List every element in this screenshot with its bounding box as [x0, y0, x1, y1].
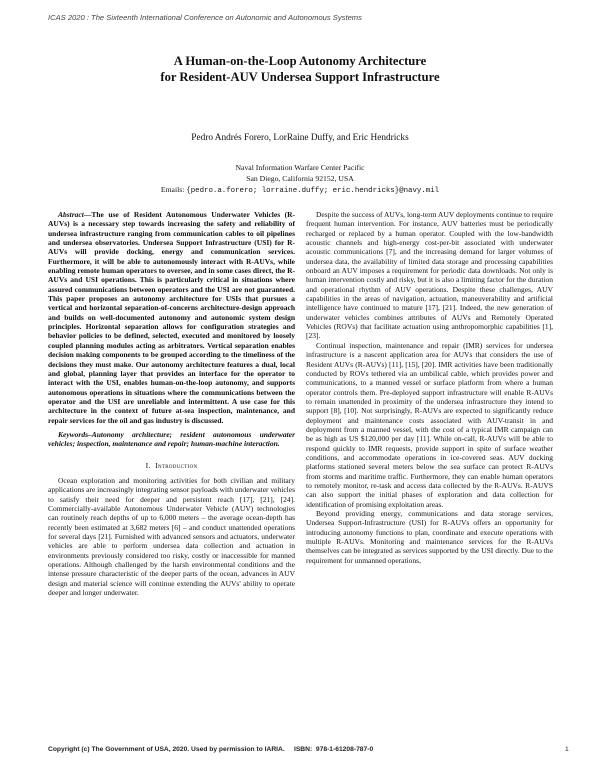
emails-prefix: Emails: — [160, 185, 187, 194]
section-title: Introduction — [155, 460, 198, 470]
authors: Pedro Andrés Forero, LorRaine Duffy, and Eric Hendricks — [191, 133, 409, 143]
abstract — [48, 210, 295, 425]
section-number: I. — [145, 460, 151, 470]
intro-paragraph-2: Despite the success of AUVs, long-term AUV deployments continue to require frequent human intervention. For instance, AUV batteries must be periodically recharged or replaced by a human operator. Coupled with the low-bandwidth acoustic channels and high-energy cost-per-bit associated with underwater acoustic communications [7], and the increasing demand for larger volumes of undersea data, the availability of limited data storage and processing capabilities onboard an AUV imposes a requirement for periodic data downloads. Not only is human intervention costly and risky, but it is also a limiting factor for the duration and operational rhythm of AUV operations. Despite these challenges, AUV capabilities in the areas of navigation, actuation, maneuverability and artificial intelligence have continued to mature [17], [21]. Indeed, the new generation of underwater vehicles combines attributes of AUVs and Remotely Operated Vehicles (ROVs) that facilitate actuation using anthropomorphic capabilities [1], [23]. — [306, 210, 553, 341]
title-line-2: for Resident-AUV Undersea Support Infrastructure — [160, 70, 440, 84]
abstract-lead: Abstract — [58, 210, 84, 219]
right-column — [306, 210, 553, 565]
left-column — [48, 210, 295, 597]
copyright-line: Copyright (c) The Government of USA, 2020. Used by permission to IARIA. ISBN: 978-1-61208-787-0 — [48, 746, 374, 753]
keywords: Keywords–Autonomy architecture; resident autonomous underwater vehicles; inspection, maintenance and repair; human-machine interaction. — [48, 429, 295, 449]
page-footer — [48, 746, 568, 753]
affiliation-city: San Diego, California 92152, USA — [246, 174, 354, 183]
page-number: 1 — [565, 746, 569, 753]
affiliation — [0, 162, 600, 197]
conference-header: ICAS 2020 : The Sixteenth International Conference on Autonomic and Autonomous Systems — [48, 13, 362, 22]
abstract-text: —The use of Resident Autonomous Underwater Vehicles (R-AUVs) is a necessary step towards increasing the safety and reliability of undersea infrastructure ranging from communication cables to oil pipelines and undersea observatories. Undersea Support Infrastructure (USI) for R-AUVs will provide docking, energy and communication services. Furthermore, it will be able to autonomously interact with R-AUVs, while enabling remote human operators to oversee, and in some cases direct, the R-AUVs and USI operations. This is particularly critical in situations where assured communications between operators and the USI are not guaranteed. This paper proposes an autonomy architecture for USIs that pursues a vertical and horizontal separation-of-concerns architecture-design approach and builds on well-documented autonomy and autonomic system design principles. Horizontal separation allows for configuration strategies and behavior policies to be defined, selected, executed and monitored by loosely coupled planning modules acting as arbitrators. Vertical separation enables decision making components to be grouped according to the timeliness of the decisions they must make. Our autonomy architecture features a dual, local and global, planning layer that provides an interface for the operator to interact with the USI, enables human-on-the-loop autonomy, and supports autonomous operations in situations where the communications between the operator and the USI are unreliable and intermittent. A use case for this architecture in the context of future at-sea inspection, maintenance, and repair services for the oil and gas industry is discussed. — [48, 210, 295, 425]
paper-title — [0, 53, 600, 85]
intro-paragraph-3: Continual inspection, maintenance and repair (IMR) services for undersea infrastructure is a nascent application area for AUVs that considers the use of Resident AUVs (R-AUVs) [11], [15], [20]. IMR activities have been traditionally conducted by ROVs tethered via an umbilical cable, which provides power and communications, to a manned vessel or surface platform from where a human operator controls them. Pre-deployed support infrastructure will enable R-AUVs to remain unattended in proximity of the undersea infrastructure they intend to support [8], [10]. Not surprisingly, R-AUVs are expected to significantly reduce deployment and maintenance costs associated with AUV-transit in and deployment from a manned vessel, with the cost of a typical IMR campaign can be as high as US $120,000 per day [11]. While on-call, R-AUVs will be able to respond quickly to IMR requests, provide support in spite of surface weather conditions, and accommodate operations in ice-covered seas. AUV docking platforms stationed several meters below the sea surface can protect R-AUVs from storms and maritime traffic. Furthermore, they can enable human operators to remotely monitor, re-task and access data collected by the R-AUVs. R-AUVS can also support the initial phases of exploration and data collection for identification of promising exploitation areas. — [306, 340, 553, 509]
section-heading-introduction — [48, 461, 295, 470]
affiliation-org: Naval Information Warfare Center Pacific — [235, 163, 365, 172]
email-list: {pedro.a.forero; lorraine.duffy; eric.hendricks}@navy.mil — [186, 187, 440, 195]
title-line-1: A Human-on-the-Loop Autonomy Architecture — [173, 54, 427, 68]
intro-paragraph-1: Ocean exploration and monitoring activities for both civilian and military applications are increasingly integrating sensor payloads with underwater vehicles to satisfy their need for deeper and persistent reach [17], [21], [24]. Commercially-available Autonomous Underwater Vehicle (AUV) technologies can routinely reach depths of up to 6,000 meters – the average ocean-depth has recently been estimated at 3,682 meters [6] – and conduct unattended operations for several days [21]. Furnished with advanced sensors and actuators, underwater vehicles are able to perform undersea data collection and actuation in environments previously considered too risky, costly or inaccessible for manned operations. Although challenged by the harsh environmental conditions and the intense pressure characteristic of the deeper parts of the ocean, advances in AUV design and material science will continue extending the AUVs' ability to operate deeper and longer underwater. — [48, 475, 296, 598]
intro-paragraph-4: Beyond providing energy, communications and data storage services, Undersea Support-Infrastructure (USI) for R-AUVs offers an opportunity for introducing autonomy functions to plan, coordinate and execute operations with multiple R-AUVs. Monitoring and maintenance services for the R-AUVs themselves can be integrated as services supported by the USI directly. Due to the requirement for unmanned operations, — [306, 509, 553, 565]
emails — [0, 184, 600, 197]
